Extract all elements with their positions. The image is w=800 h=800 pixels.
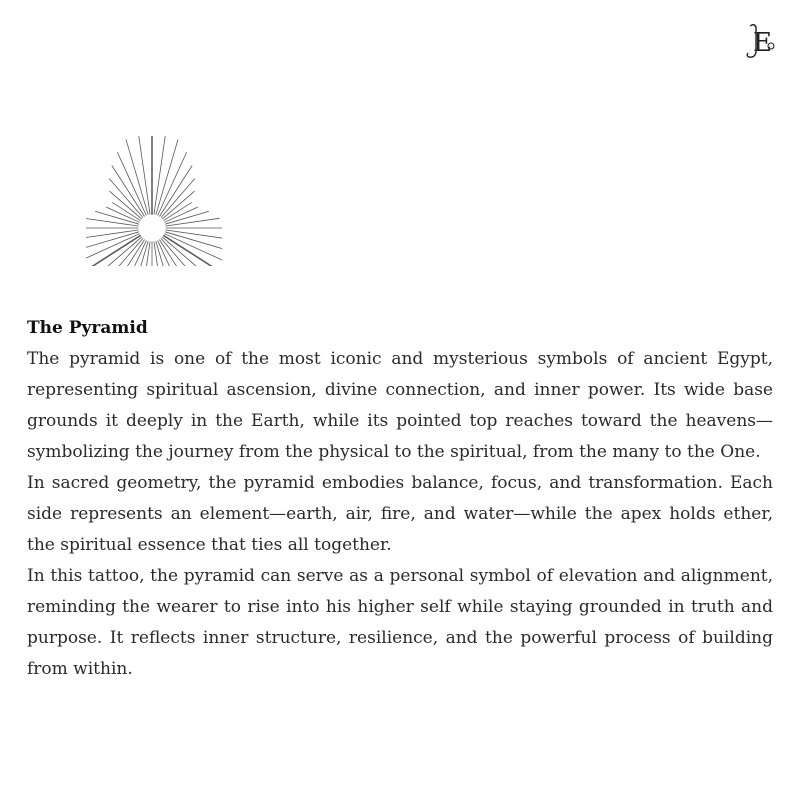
sunburst-ray — [166, 230, 222, 240]
sunburst-ray — [86, 232, 139, 255]
radiant-pyramid-icon — [86, 136, 222, 266]
sunburst-ray — [95, 211, 138, 224]
sunburst-ray — [86, 218, 138, 226]
svg-text:E: E — [753, 28, 772, 58]
sunburst-ray — [118, 153, 147, 216]
sunburst-ray — [86, 230, 138, 240]
sunburst-ray — [138, 136, 150, 214]
article-title: The Pyramid — [27, 318, 148, 338]
sunburst-ray — [165, 232, 222, 255]
sunburst-ray — [86, 234, 139, 266]
sunburst-ray — [163, 237, 222, 266]
sunburst-ray — [112, 166, 144, 216]
sunburst-ray — [163, 191, 195, 219]
sunburst-ray — [110, 191, 142, 219]
sunburst-ray — [86, 237, 141, 266]
sunburst-ray — [154, 136, 166, 214]
article-paragraph: In this tattoo, the pyramid can serve as a personal symbol of elevation and alignment, reminding the wearer to rise into his higher self while staying grounded in truth and purpose. It reflects inner structure, resilience, and the powerful process of building from within. — [27, 566, 773, 679]
article-paragraph: In sacred geometry, the pyramid embodies balance, focus, and transformation. Each side represents an element—earth, air, fire, and water—while the apex holds ether, the spiritual essence that ties all together. — [27, 473, 773, 555]
article — [27, 314, 773, 685]
monogram-e-icon — [744, 22, 776, 60]
sunburst-ray — [165, 211, 208, 224]
article-paragraph: The pyramid is one of the most iconic and mysterious symbols of ancient Egypt, representing spiritual ascension, divine connection, and inner power. Its wide base grounds it deeply in the Earth, while its pointed top reaches toward the heavens—symbolizing the journey from the physical to the spiritual, from the many to the One. — [27, 349, 773, 462]
sunburst-ray — [160, 166, 192, 216]
sunburst-ray — [158, 153, 187, 216]
sunburst-ray — [166, 218, 219, 226]
